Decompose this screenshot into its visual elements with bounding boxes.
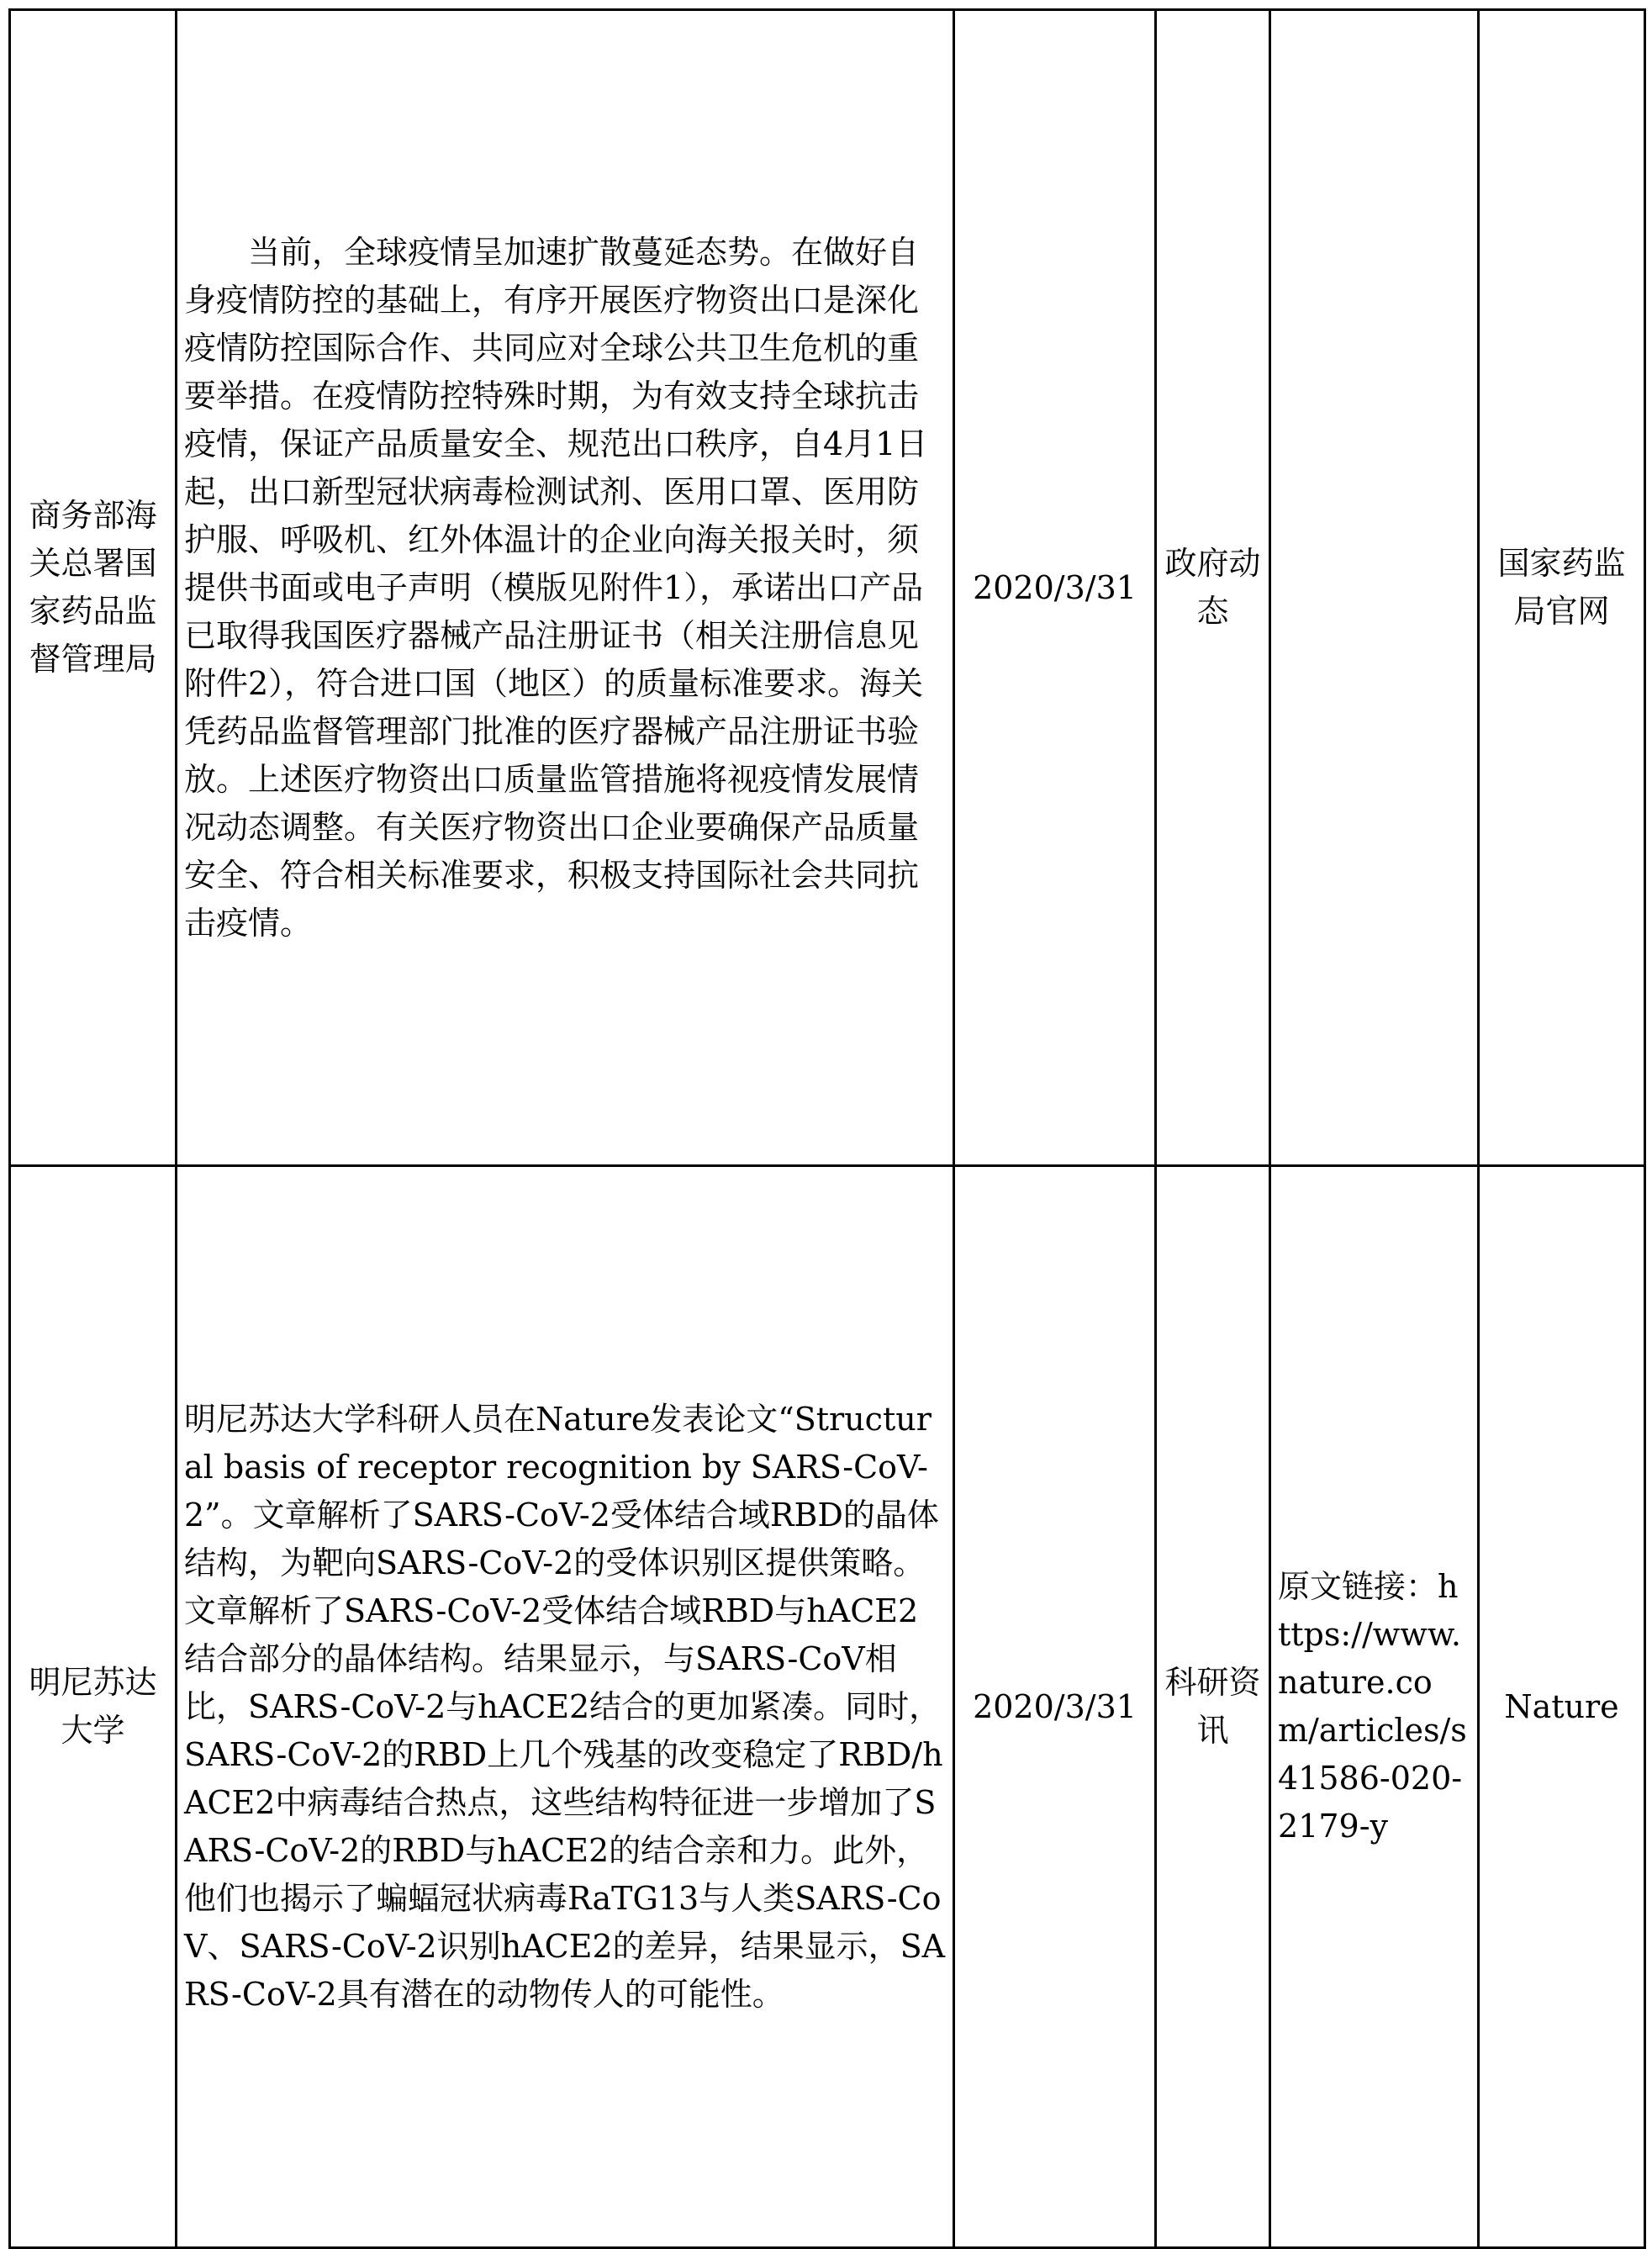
content-text: 明尼苏达大学科研人员在Nature发表论文“Structural basis of receptor recognition by SARS-CoV-2”。文章解析了SARS-CoV-2受体结合域RBD的晶体结构，为靶向SARS-CoV-2的受体识别区提供策略。文章解析了SARS-CoV-2受体结合域RBD与hACE2结合部分的晶体结构。结果显示，与SARS-CoV相比，SARS-CoV-2与hACE2结合的更加紧凑。同时，SARS-CoV-2的RBD上几个残基的改变稳定了RBD/hACE2中病毒结合热点，这些结构特征进一步增加了SARS-CoV-2的RBD与hACE2的结合亲和力。此外，他们也揭示了蝙蝠冠状病毒RaTG13与人类SARS-CoV、SARS-CoV-2识别hACE2的差异，结果显示，SARS-CoV-2具有潜在的动物传人的可能性。 — [184, 1400, 946, 2013]
content-cell — [177, 10, 954, 1166]
category-cell: 政府动态 — [1156, 10, 1270, 1166]
content-text: 当前，全球疫情呈加速扩散蔓延态势。在做好自身疫情防控的基础上，有序开展医疗物资出口是深化疫情防控国际合作、共同应对全球公共卫生危机的重要举措。在疫情防控特殊时期，为有效支持全球抗击疫情，保证产品质量安全、规范出口秩序，自4月1日起，出口新型冠状病毒检测试剂、医用口罩、医用防护服、呼吸机、红外体温计的企业向海关报关时，须提供书面或电子声明（模版见附件1），承诺出口产品已取得我国医疗器械产品注册证书（相关注册信息见附件2），符合进口国（地区）的质量标准要求。海关凭药品监督管理部门批准的医疗器械产品注册证书验放。上述医疗物资出口质量监管措施将视疫情发展情况动态调整。有关医疗物资出口企业要确保产品质量安全、符合相关标准要求，积极支持国际社会共同抗击疫情。 — [184, 233, 928, 942]
link-cell[interactable] — [1270, 1166, 1479, 2248]
date-cell: 2020/3/31 — [954, 10, 1156, 1166]
news-table — [8, 8, 1646, 2249]
origin-cell: 国家药监局官网 — [1479, 10, 1645, 1166]
source-cell: 商务部海关总署国家药品监督管理局 — [10, 10, 177, 1166]
category-cell: 科研资讯 — [1156, 1166, 1270, 2248]
table-row — [10, 1166, 1645, 2248]
date-cell: 2020/3/31 — [954, 1166, 1156, 2248]
content-cell — [177, 1166, 954, 2248]
table-row — [10, 10, 1645, 1166]
link-cell — [1270, 10, 1479, 1166]
article-link[interactable]: 原文链接：https://www.nature.com/articles/s41586-020-2179-y — [1278, 1568, 1467, 1845]
source-cell: 明尼苏达大学 — [10, 1166, 177, 2248]
origin-cell: Nature — [1479, 1166, 1645, 2248]
